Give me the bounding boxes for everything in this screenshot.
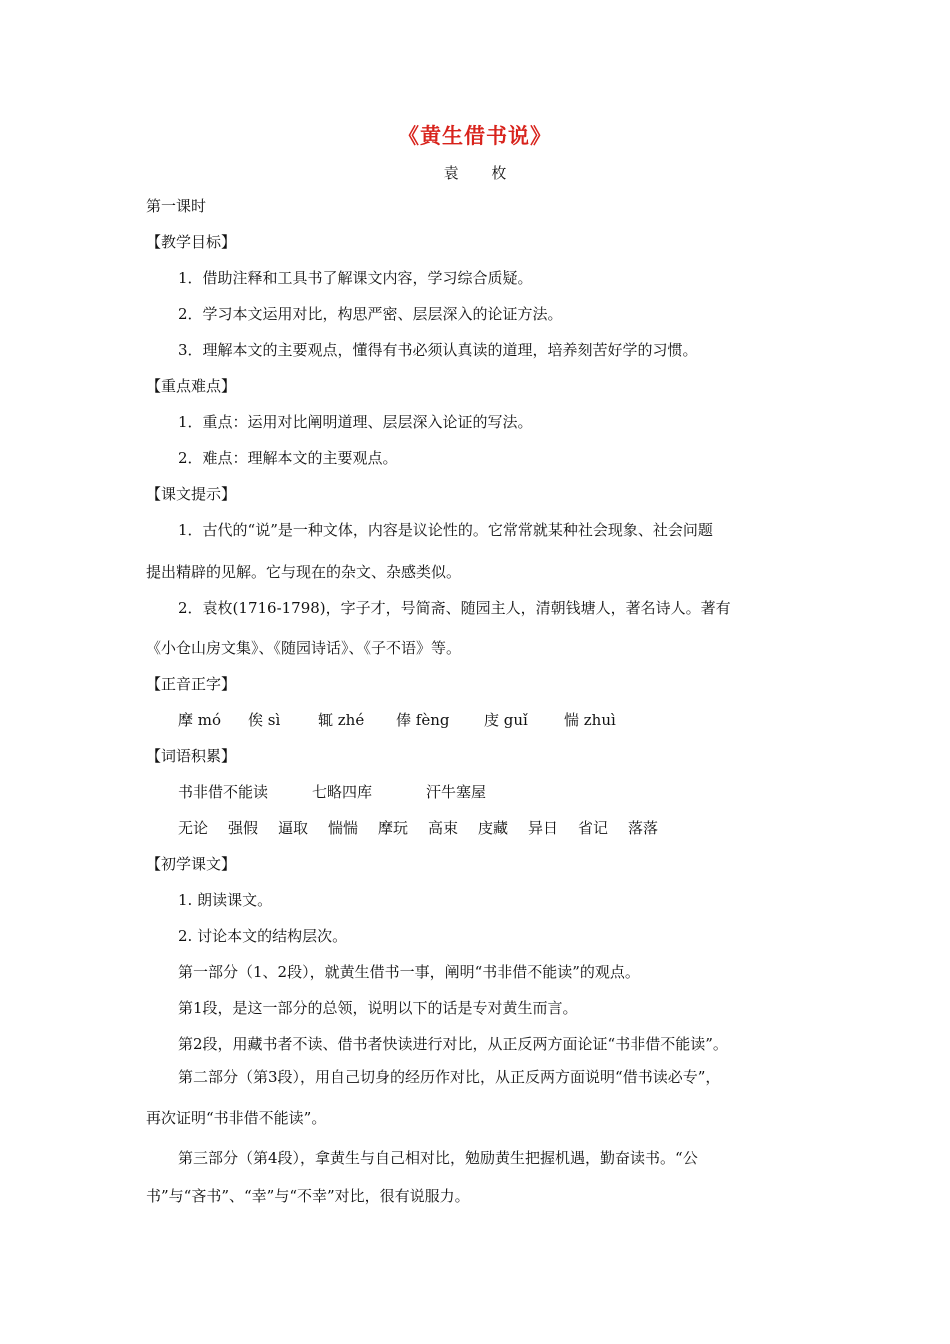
reading-paragraph: 第二部分（第3段），用自己切身的经历作对比，从正反两方面说明“借书读必专”，: [178, 1068, 721, 1086]
pronunciation-item: 惴 zhuì: [564, 711, 616, 729]
hint-paragraph: 提出精辟的见解。它与现在的杂文、杂感类似。: [146, 563, 462, 581]
reading-paragraph: 书”与“吝书”、“幸”与“不幸”对比，很有说服力。: [146, 1187, 470, 1205]
keypoint-item: 2．难点：理解本文的主要观点。: [178, 449, 398, 467]
vocabulary-item: 高束: [428, 819, 459, 837]
vocabulary-item: 省记: [578, 819, 609, 837]
vocabulary-item: 七略四库: [312, 783, 373, 801]
vocabulary-item: 惴惴: [328, 819, 359, 837]
reading-paragraph: 第三部分（第4段），拿黄生与自己相对比，勉励黄生把握机遇，勤奋读书。“公: [178, 1149, 698, 1167]
author-name: 袁 枚: [443, 164, 521, 182]
vocabulary-item: 书非借不能读: [178, 783, 269, 801]
vocabulary-heading: 【词语积累】: [146, 747, 237, 765]
vocabulary-item: 落落: [628, 819, 659, 837]
objectives-heading: 【教学目标】: [146, 233, 237, 251]
keypoints-heading: 【重点难点】: [146, 377, 237, 395]
objective-item: 1．借助注释和工具书了解课文内容，学习综合质疑。: [178, 269, 533, 287]
vocabulary-item: 庋藏: [478, 819, 509, 837]
pronunciation-item: 俸 fèng: [396, 711, 450, 729]
hints-heading: 【课文提示】: [146, 485, 237, 503]
vocabulary-item: 无论: [178, 819, 209, 837]
objective-item: 2．学习本文运用对比，构思严密、层层深入的论证方法。: [178, 305, 563, 323]
objective-item: 3．理解本文的主要观点，懂得有书必须认真读的道理，培养刻苦好学的习惯。: [178, 341, 698, 359]
page-title: 《黄生借书说》: [398, 124, 552, 148]
pronunciation-item: 摩 mó: [178, 711, 222, 729]
reading-paragraph: 第一部分（1、2段），就黄生借书一事，阐明“书非借不能读”的观点。: [178, 963, 640, 981]
pronunciation-item: 辄 zhé: [318, 711, 365, 729]
vocabulary-item: 异日: [528, 819, 559, 837]
vocabulary-item: 强假: [228, 819, 259, 837]
vocabulary-item: 逼取: [278, 819, 309, 837]
hint-paragraph: 1．古代的“说”是一种文体，内容是议论性的。它常常就某种社会现象、社会问题: [178, 521, 713, 539]
vocabulary-item: 汗牛塞屋: [426, 783, 487, 801]
pronunciation-item: 庋 guǐ: [484, 711, 528, 729]
hint-paragraph: 《小仓山房文集》、《随园诗话》、《子不语》等。: [146, 639, 462, 657]
reading-paragraph: 第1段，是这一部分的总领，说明以下的话是专对黄生而言。: [178, 999, 578, 1017]
reading-paragraph: 第2段，用藏书者不读、借书者快读进行对比，从正反两方面论证“书非借不能读”。: [178, 1035, 728, 1053]
hint-paragraph: 2．袁枚(1716-1798)，字子才，号简斋、随园主人，清朝钱塘人，著名诗人。著有: [178, 599, 731, 617]
reading-paragraph: 2. 讨论本文的结构层次。: [178, 927, 348, 945]
keypoint-item: 1．重点：运用对比阐明道理、层层深入论证的写法。: [178, 413, 533, 431]
lesson-label: 第一课时: [146, 197, 207, 215]
reading-paragraph: 再次证明“书非借不能读”。: [146, 1109, 327, 1127]
pronunciation-heading: 【正音正字】: [146, 675, 237, 693]
vocabulary-item: 摩玩: [378, 819, 409, 837]
pronunciation-item: 俟 sì: [248, 711, 281, 729]
reading-heading: 【初学课文】: [146, 855, 237, 873]
reading-paragraph: 1. 朗读课文。: [178, 891, 273, 909]
